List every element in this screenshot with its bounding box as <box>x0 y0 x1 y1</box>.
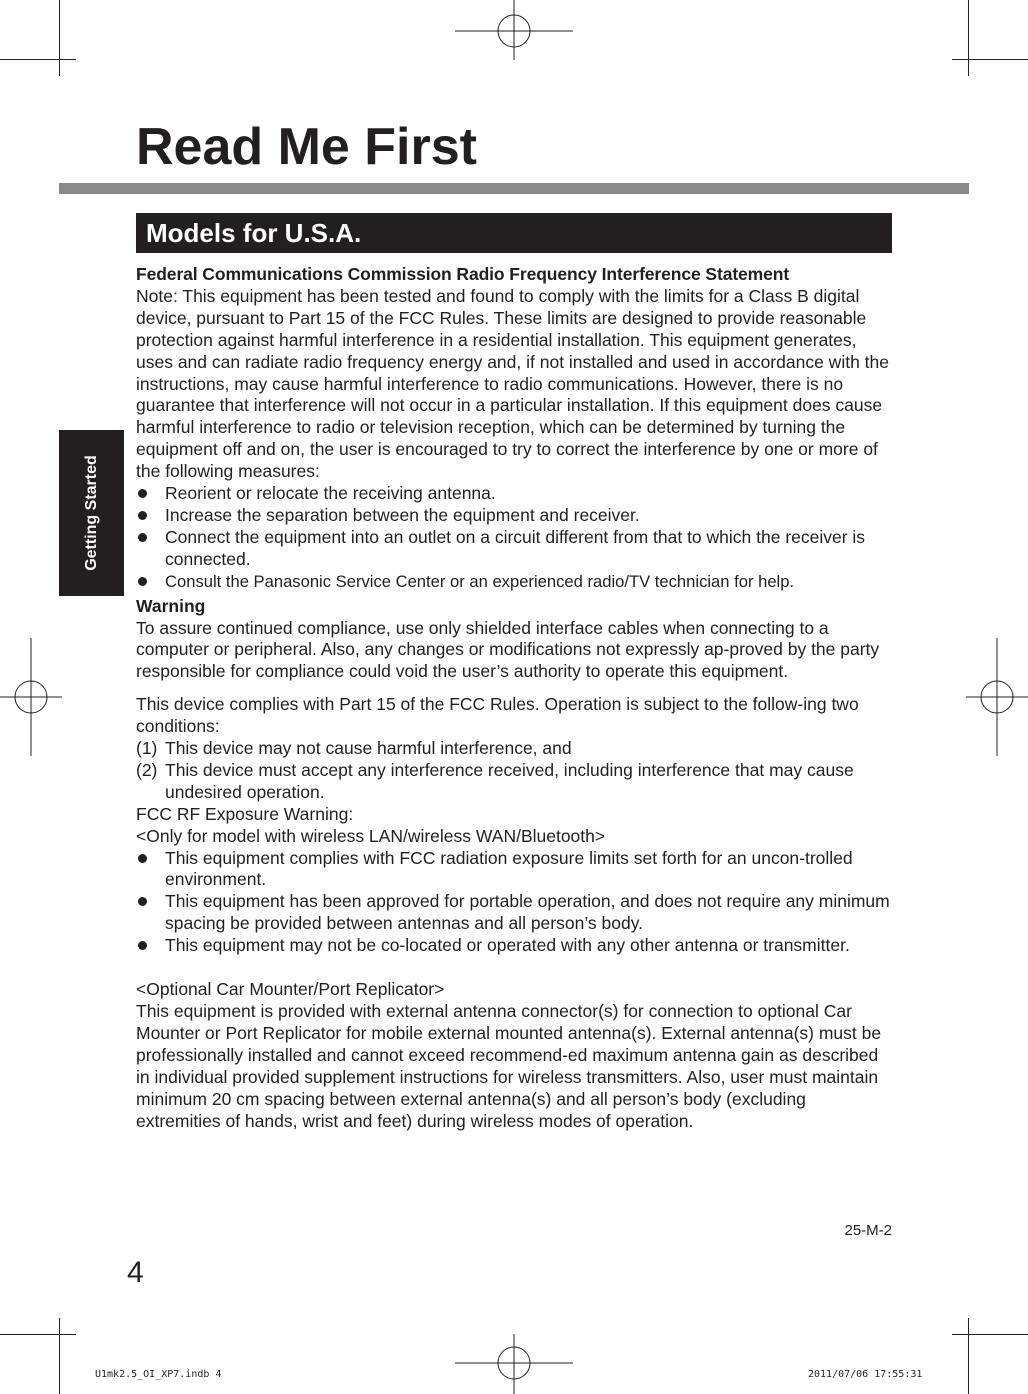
print-slug-date: 2011/07/06 17:55:31 <box>808 1369 923 1380</box>
warning-text: To assure continued compliance, use only shielded interface cables when connecting to a computer or peripheral. Also, any changes or modifications not expressly ap-proved by the party responsible for compliance could void the user’s authority to operate this equipment. <box>136 617 880 682</box>
print-slug-file: U1mk2.5_OI_XP7.indb 4 <box>95 1369 222 1380</box>
rf-item: This equipment complies with FCC radiation exposure limits set forth for an uncon-trolled environment. <box>136 848 893 892</box>
rf-item: This equipment may not be co-located or operated with any other antenna or transmitter. <box>136 935 893 957</box>
side-tab <box>59 430 124 596</box>
condition-item <box>136 738 893 760</box>
rf-scope: <Only for model with wireless LAN/wireless WAN/Bluetooth> <box>136 825 606 846</box>
fcc-paragraph: Note: This equipment has been tested and found to comply with the limits for a Class B digital device, pursuant to Part 15 of the FCC Rules. These limits are designed to provide reasonable protection against harmful interference in a residential installation. This equipment generates, uses and can radiate radio frequency energy and, if not installed and used in accordance with the instructions, may cause harmful interference to radio communications. However, there is no guarantee that interference will not occur in a particular installation. If this equipment does cause harmful interference to radio or television reception, which can be determined by turning the equipment off and on, the user is encouraged to try to correct the interference by one or more of the following measures: <box>136 285 889 482</box>
main-content <box>136 264 893 1132</box>
car-text: This equipment is provided with external antenna connector(s) for connection to optional Car Mounter or Port Replicator for mobile external mounted antenna(s). External antenna(s) must be professionally installed and cannot exceed recommend-ed maximum antenna gain as described in individual provided supplement instructions for wireless transmitters. Also, user must maintain minimum 20 cm spacing between external antenna(s) and all person’s body (excluding extremities of hands, wrist and feet) during wireless modes of operation. <box>136 1001 882 1131</box>
measure-item: Consult the Panasonic Service Center or an experienced radio/TV technician for help. <box>136 571 893 593</box>
condition-number: (2) <box>136 759 158 780</box>
warning-heading: Warning <box>136 595 206 616</box>
condition-text: This device must accept any interference received, including interference that may cause undesired operation. <box>165 759 854 802</box>
measure-item: Reorient or relocate the receiving antenna. <box>136 483 893 505</box>
rf-heading: FCC RF Exposure Warning: <box>136 803 354 824</box>
section-header: Models for U.S.A. <box>136 213 892 253</box>
document-code: 25-M-2 <box>844 1222 892 1239</box>
fcc-heading: Federal Communications Commission Radio Frequency Interference Statement <box>136 264 790 284</box>
part15-intro: This device complies with Part 15 of the FCC Rules. Operation is subject to the follow-ing two conditions: <box>136 694 859 737</box>
condition-number: (1) <box>136 738 158 759</box>
registration-mark-left <box>0 638 62 756</box>
side-tab-label: Getting Started <box>82 455 100 571</box>
rf-item: This equipment has been approved for portable operation, and does not require any minimum spacing be provided between antennas and all person’s body. <box>136 891 893 935</box>
title-rule <box>59 183 969 194</box>
measure-item: Increase the separation between the equipment and receiver. <box>136 505 893 527</box>
car-heading: <Optional Car Mounter/Port Replicator> <box>136 979 445 1000</box>
registration-mark-top <box>455 0 573 60</box>
registration-mark-right <box>966 638 1028 756</box>
registration-mark-bottom <box>455 1334 573 1394</box>
condition-item <box>136 760 893 804</box>
page-number: 4 <box>127 1256 144 1289</box>
condition-text: This device may not cause harmful interference, and <box>165 738 572 759</box>
measure-item: Connect the equipment into an outlet on a circuit different from that to which the receiver is connected. <box>136 527 893 571</box>
page-title: Read Me First <box>136 118 477 176</box>
